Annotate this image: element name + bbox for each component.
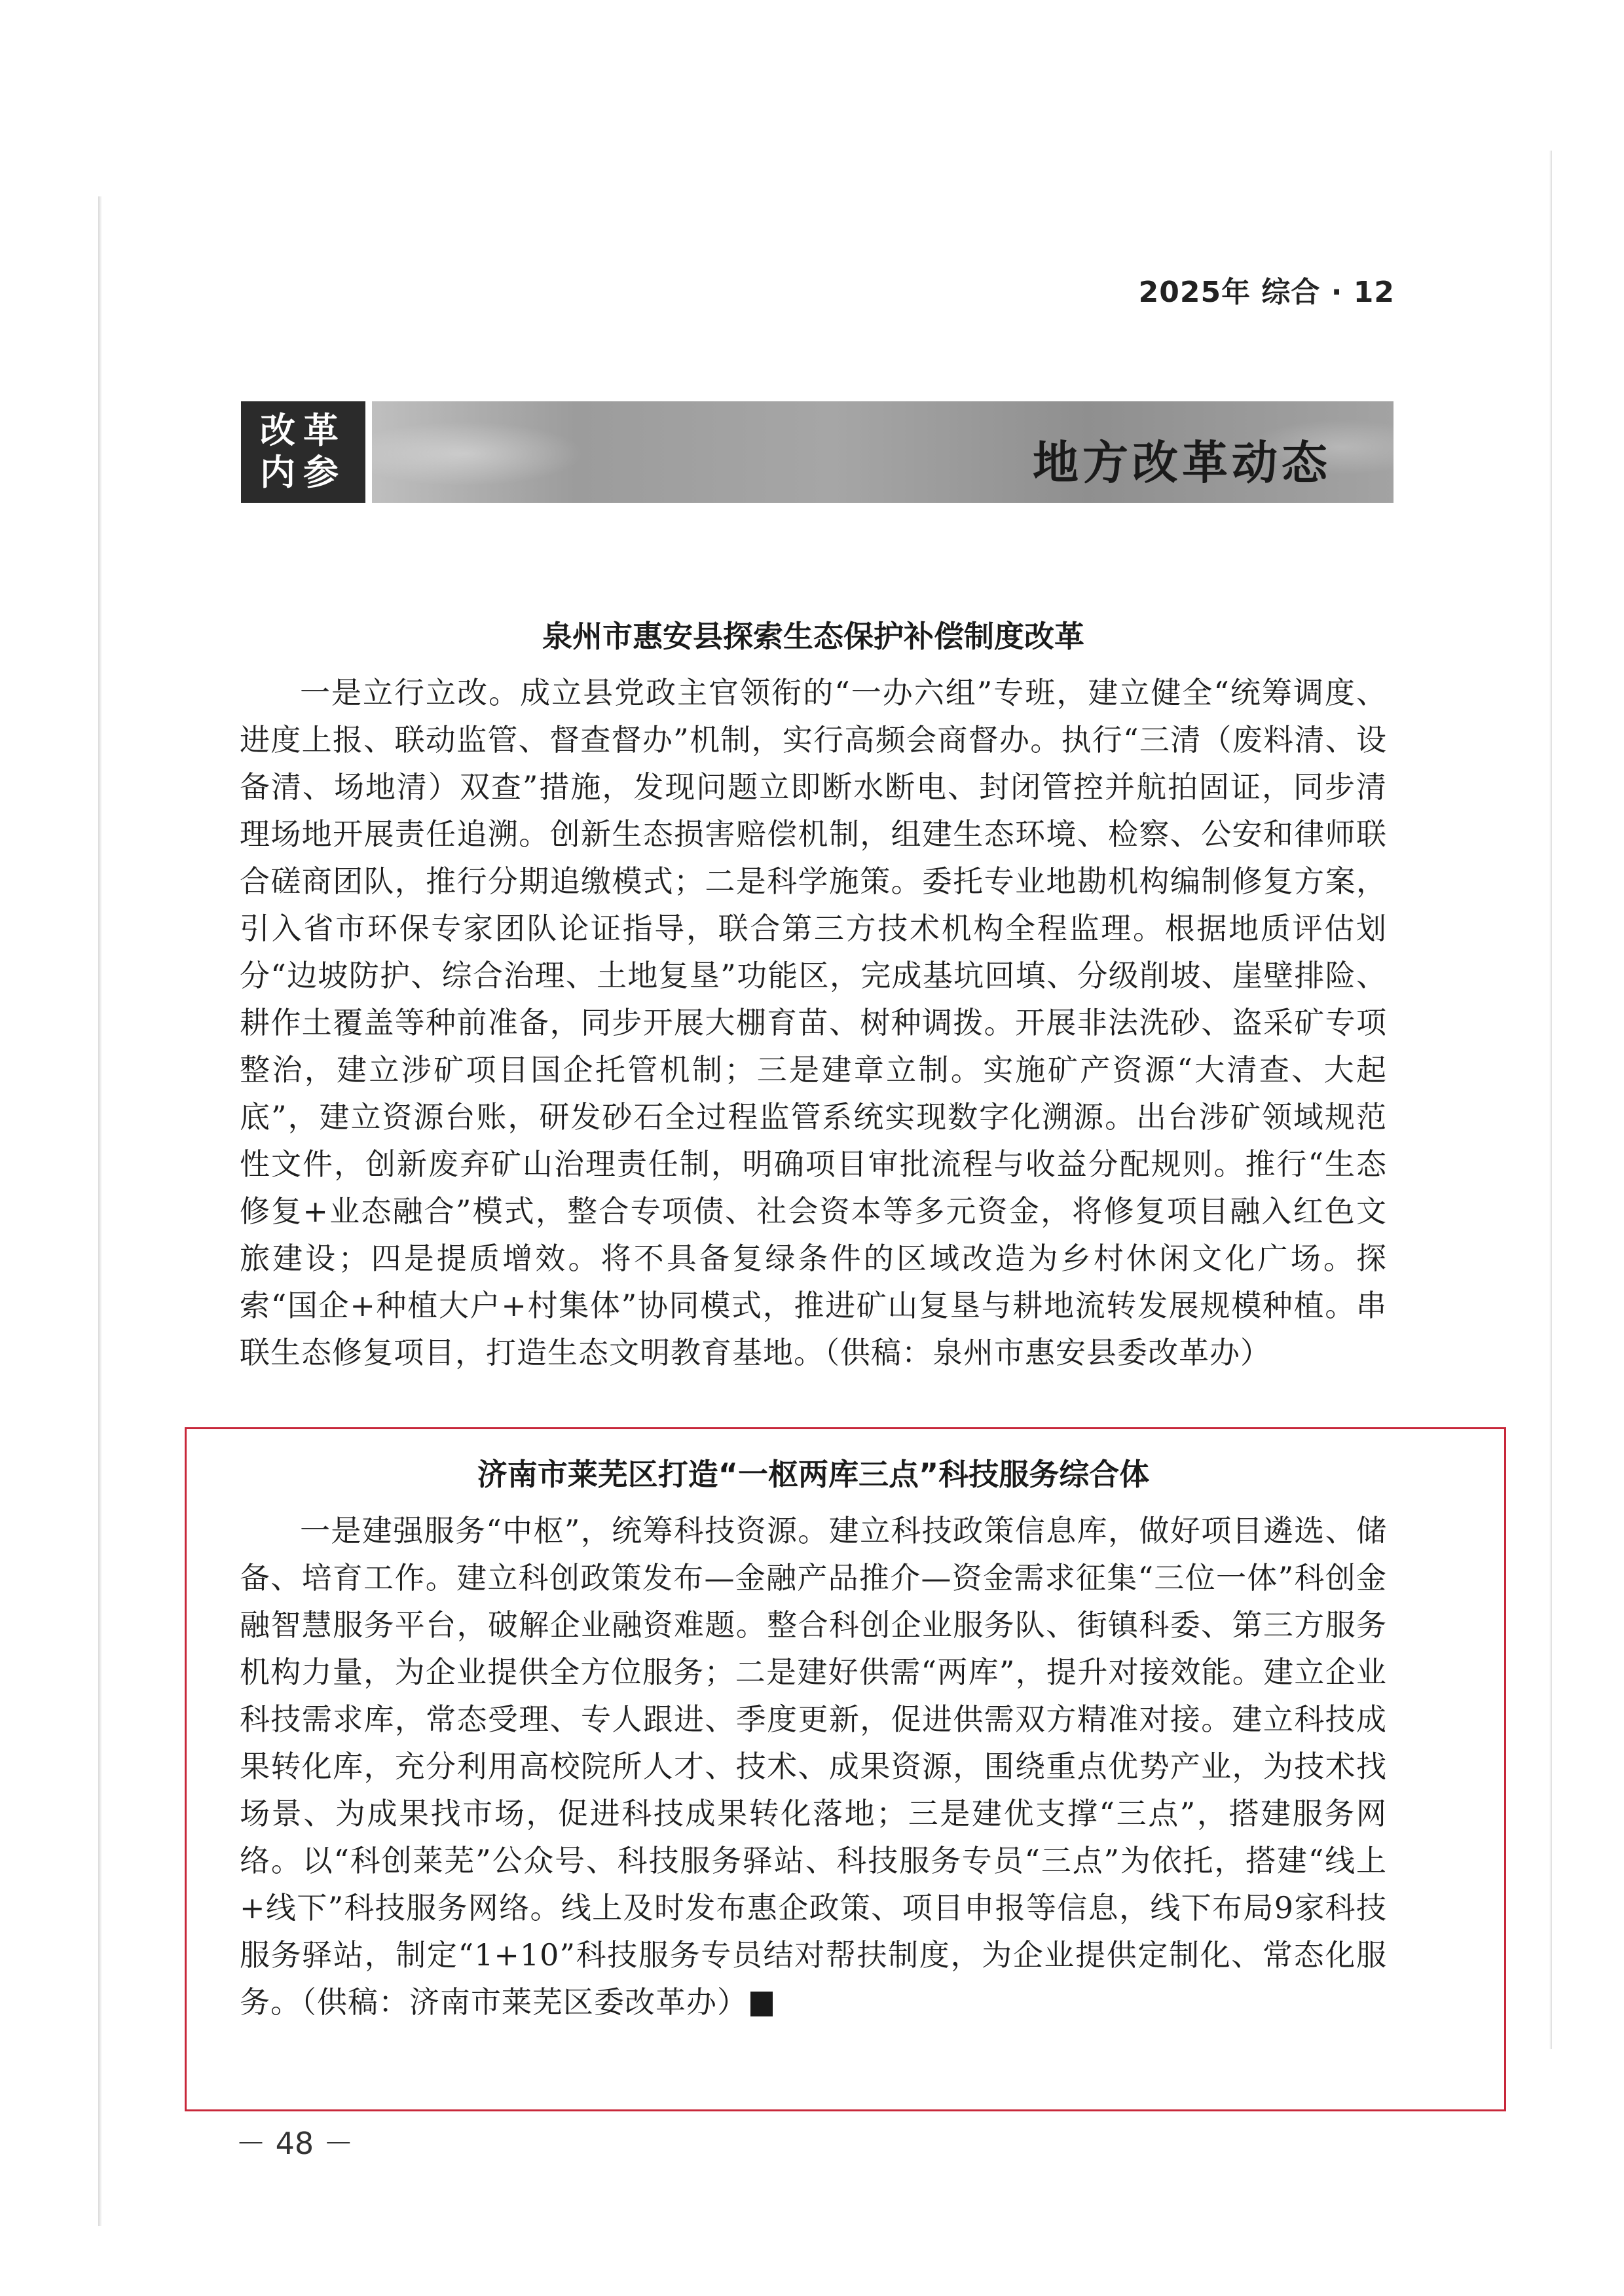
column-title: 地方改革动态 (1033, 435, 1331, 490)
page-number: － 48 － (236, 2126, 354, 2161)
column-tag-line-1: 改革 (260, 409, 346, 451)
article-title: 泉州市惠安县探索生态保护补偿制度改革 (542, 619, 1084, 654)
column-tag (241, 401, 365, 503)
article-huian (240, 615, 1387, 1376)
column-title-strip (372, 401, 1393, 503)
article-body-text: 一是建强服务“中枢”，统筹科技资源。建立科技政策信息库，做好项目遴选、储备、培育工作。建立科创政策发布—金融产品推介—资金需求征集“三位一体”科创金融智慧服务平台，破解企业融资难题。整合科创企业服务队、街镇科委、第三方服务机构力量，为企业提供全方位服务；二是建好供需“两库”，提升对接效能。建立企业科技需求库，常态受理、专人跟进、季度更新，促进供需双方精准对接。建立科技成果转化库，充分利用高校院所人才、技术、成果资源，围绕重点优势产业，为技术找场景、为成果找市场，促进科技成果转化落地；三是建优支撑“三点”，搭建服务网络。以“科创莱芜”公众号、科技服务驿站、科技服务专员“三点”为依托，搭建“线上+线下”科技服务网络。线上及时发布惠企政策、项目申报等信息，线下布局9家科技服务驿站，制定“1+10”科技服务专员结对帮扶制度，为企业提供定制化、常态化服务。（供稿：济南市莱芜区委改革办） (240, 1513, 1387, 2020)
column-banner (241, 401, 1393, 503)
article-body: 一是立行立改。成立县党政主官领衔的“一办六组”专班，建立健全“统筹调度、进度上报、联动监管、督查督办”机制，实行高频会商督办。执行“三清（废料清、设备清、场地清）双查”措施，发现问题立即断水断电、封闭管控并航拍固证，同步清理场地开展责任追溯。创新生态损害赔偿机制，组建生态环境、检察、公安和律师联合磋商团队，推行分期追缴模式；二是科学施策。委托专业地勘机构编制修复方案，引入省市环保专家团队论证指导，联合第三方技术机构全程监理。根据地质评估划分“边坡防护、综合治理、土地复垦”功能区，完成基坑回填、分级削坡、崖壁排险、耕作土覆盖等种前准备，同步开展大棚育苗、树种调拨。开展非法洗砂、盗采矿专项整治，建立涉矿项目国企托管机制；三是建章立制。实施矿产资源“大清查、大起底”，建立资源台账，研发砂石全过程监管系统实现数字化溯源。出台涉矿领域规范性文件，创新废弃矿山治理责任制，明确项目审批流程与收益分配规则。推行“生态修复+业态融合”模式，整合专项债、社会资本等多元资金，将修复项目融入红色文旅建设；四是提质增效。将不具备复绿条件的区域改造为乡村休闲文化广场。探索“国企+种植大户+村集体”协同模式，推进矿山复垦与耕地流转发展规模种植。串联生态修复项目，打造生态文明教育基地。（供稿：泉州市惠安县委改革办） (240, 675, 1387, 1370)
page-edge-shadow-left (98, 196, 102, 2226)
article-title: 济南市莱芜区打造“一枢两库三点”科技服务综合体 (477, 1457, 1150, 1492)
article-body (240, 1507, 1387, 2026)
issue-header: 2025年 综合 · 12 (1138, 276, 1395, 309)
page-edge-shadow-right (1549, 151, 1552, 2049)
end-of-article-mark (750, 1992, 773, 2016)
article-laiwu (240, 1453, 1387, 2026)
column-tag-line-2: 内参 (260, 451, 346, 493)
